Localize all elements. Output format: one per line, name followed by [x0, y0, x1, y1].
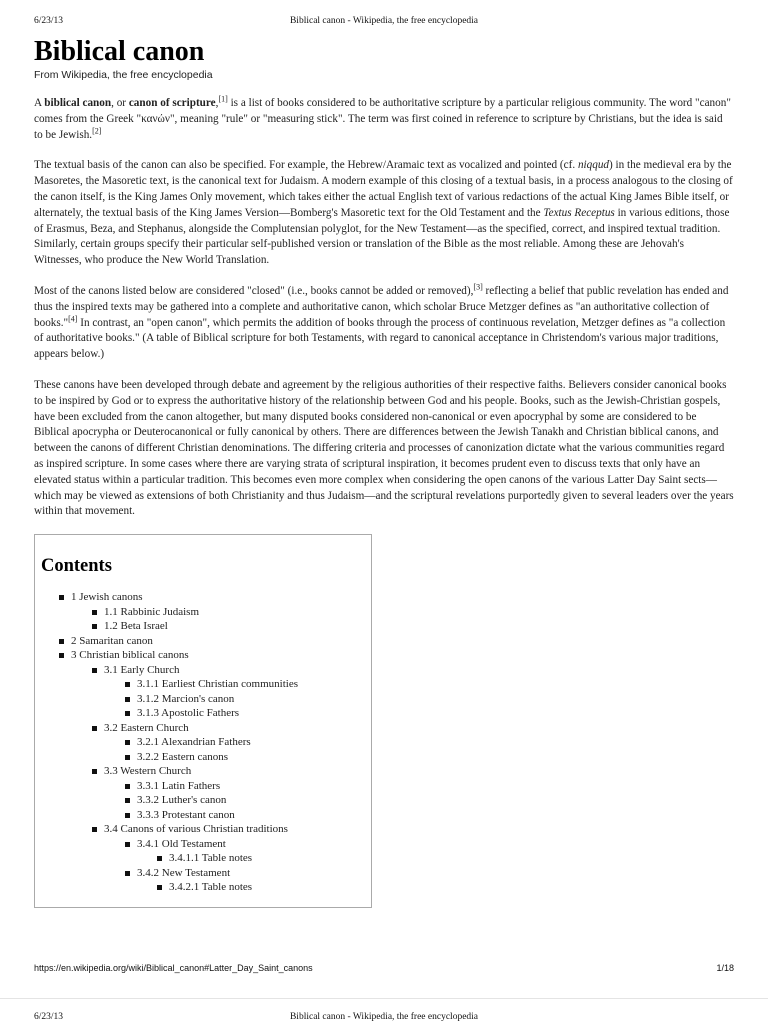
text-run: A — [34, 97, 45, 109]
toc-item-label: 3.2.1 Alexandrian Fathers — [137, 736, 251, 749]
italic-term-textus-receptus[interactable]: Textus Receptus — [543, 206, 615, 219]
square-bullet-icon — [125, 682, 130, 687]
square-bullet-icon — [157, 885, 162, 890]
italic-term-niqqud[interactable]: niqqud — [577, 159, 610, 172]
toc-item[interactable] — [41, 605, 365, 620]
toc-item-label: 3.4.1 Old Testament — [137, 837, 226, 850]
text-run: , — [215, 97, 219, 109]
square-bullet-icon — [92, 610, 97, 615]
square-bullet-icon — [125, 697, 130, 702]
toc-item[interactable] — [41, 880, 365, 895]
square-bullet-icon — [59, 639, 64, 644]
toc-item-label: 3.2 Eastern Church — [104, 721, 189, 734]
square-bullet-icon — [125, 755, 130, 760]
reference-link-4[interactable]: [4] — [68, 313, 78, 323]
print-date: 6/23/13 — [34, 1012, 64, 1022]
toc-item-label: 3.4 Canons of various Christian traditions — [104, 823, 288, 836]
toc-item[interactable] — [41, 721, 365, 736]
square-bullet-icon — [92, 726, 97, 731]
toc-item[interactable] — [41, 663, 365, 678]
toc-item[interactable] — [41, 750, 365, 765]
print-url: https://en.wikipedia.org/wiki/Biblical_canon#Latter_Day_Saint_canons — [34, 963, 313, 973]
toc-item[interactable] — [41, 779, 365, 794]
print-date: 6/23/13 — [34, 16, 64, 26]
toc-item-label: 3.3.3 Protestant canon — [137, 808, 235, 821]
text-run: reflecting a belief that public revelation has ended and thus the inspired texts may be gathered into a complete and authoritative canon, which scholar Bruce Metzger defines as "an authoritative collection of books." — [34, 284, 729, 329]
reference-link-2[interactable]: [2] — [92, 125, 102, 135]
square-bullet-icon — [125, 740, 130, 745]
paragraph-intro — [34, 96, 734, 143]
site-subtitle: From Wikipedia, the free encyclopedia — [34, 69, 213, 81]
square-bullet-icon — [125, 711, 130, 716]
toc-item[interactable] — [41, 735, 365, 750]
toc-item-label: 1.2 Beta Israel — [104, 620, 168, 633]
page-number: 1/18 — [716, 963, 734, 973]
toc-item[interactable] — [41, 808, 365, 823]
paragraph-closed-canons — [34, 284, 734, 363]
square-bullet-icon — [125, 784, 130, 789]
toc-item[interactable] — [41, 692, 365, 707]
page-break-divider — [0, 998, 768, 999]
square-bullet-icon — [157, 856, 162, 861]
toc-item-label: 3.1.3 Apostolic Fathers — [137, 707, 240, 720]
square-bullet-icon — [125, 798, 130, 803]
toc-item-label: 3 Christian biblical canons — [71, 649, 189, 662]
square-bullet-icon — [125, 871, 130, 876]
toc-item[interactable] — [41, 648, 365, 663]
toc-item[interactable] — [41, 590, 365, 605]
toc-item[interactable] — [41, 706, 365, 721]
square-bullet-icon — [59, 595, 64, 600]
toc-item-label: 3.4.1.1 Table notes — [169, 852, 253, 865]
reference-link-3[interactable]: [3] — [473, 282, 483, 292]
toc-item[interactable] — [41, 619, 365, 634]
toc-item-label: 3.3.2 Luther's canon — [137, 794, 227, 807]
square-bullet-icon — [125, 813, 130, 818]
toc-item-label: 3.2.2 Eastern canons — [137, 750, 229, 763]
article-content — [34, 36, 734, 908]
square-bullet-icon — [92, 769, 97, 774]
toc-item-label: 3.3 Western Church — [104, 765, 192, 778]
toc-item-label: 1.1 Rabbinic Judaism — [104, 605, 200, 618]
square-bullet-icon — [92, 624, 97, 629]
toc-item[interactable] — [41, 634, 365, 649]
toc-list — [41, 590, 365, 895]
toc-item-label: 3.3.1 Latin Fathers — [137, 779, 221, 792]
toc-item[interactable] — [41, 822, 365, 837]
toc-item-label: 2 Samaritan canon — [71, 634, 153, 647]
bold-term-biblical-canon[interactable]: biblical canon — [44, 97, 112, 109]
text-run: in various editions, those of Erasmus, Beza, and Stephanus, alongside the Complutensian polyglot, for the New Testament—as the specified, correct, and inspired textual tradition. Similarly, certain groups specify their particular self-published version or translation of the Bible as the most reliable. Among these are Jehovah's Witnesses, who produce the New World Translation. — [34, 206, 730, 267]
table-of-contents — [34, 534, 372, 908]
toc-item-label: 3.1.1 Earliest Christian communities — [137, 678, 299, 691]
toc-item[interactable] — [41, 837, 365, 852]
bold-term-canon-of-scripture: canon of scripture — [128, 97, 216, 109]
paragraph-textual-basis — [34, 158, 734, 269]
square-bullet-icon — [92, 668, 97, 673]
text-run: The textual basis of the canon can also be specified. For example, the Hebrew/Aramaic text as vocalized and pointed (cf. — [34, 159, 578, 172]
page-title: Biblical canon — [34, 36, 205, 67]
square-bullet-icon — [92, 827, 97, 832]
toc-item-label: 3.4.2 New Testament — [137, 866, 231, 879]
text-run: ) in the medieval era by the Masoretes, the Masoretic text, is the canonical text for Judaism. A modern example of this closing of a textual basis, in a process analogous to the closing of the canon itself, is the King James Only movement, which takes either the actual English text of various redactions of the actual King James Bible itself, or alternately, the textual basis of the King James Version—Bomberg's Masoretic text for the Old Testament and the — [34, 159, 733, 219]
print-page-title: Biblical canon - Wikipedia, the free encyclopedia — [289, 16, 479, 26]
text-run: In contrast, an "open canon", which permits the addition of books through the process of continuous revelation, Metzger defines as "a collection of authoritative books." (A table of Biblical scripture for both Testaments, with regard to canonical acceptance in Christendom's various major traditions, appears below.) — [34, 316, 726, 361]
print-page-title: Biblical canon - Wikipedia, the free encyclopedia — [289, 1012, 479, 1022]
toc-heading: Contents — [41, 556, 112, 577]
toc-item[interactable] — [41, 677, 365, 692]
text-run: Most of the canons listed below are considered "closed" (i.e., books cannot be added or removed), — [34, 284, 474, 297]
toc-item[interactable] — [41, 866, 365, 881]
paragraph-canon-development: These canons have been developed through debate and agreement by the religious authorities of their respective faiths. Believers consider canonical books to be inspired by God or to express the authoritative history of the relationship between God and his people. Books, such as the Jewish-Christian gospels, have been excluded from the canon altogether, but many disputed books considered non-canonical or even apocryphal by some are considered to be Biblical apocrypha or Deuterocanonical or fully canonical by others. There are differences between the Jewish Tanakh and Christian biblical canons, and between the canons of different Christian denominations. The differing criteria and processes of canonization dictate what the various communities regard as inspired scripture. In some cases where there are varying strata of scriptural inspiration, it becomes prudent even to discuss texts that only have an elevated status within a particular tradition. This becomes even more complex when considering the open canons of the various Latter Day Saint sects—which may be viewed as extensions of both Christianity and thus Judaism—and the scriptural revelations purportedly given to several leaders over the years within that movement. — [34, 378, 734, 518]
toc-item[interactable] — [41, 793, 365, 808]
toc-item-label: 3.4.2.1 Table notes — [169, 881, 253, 894]
toc-item-label: 3.1 Early Church — [104, 663, 180, 676]
toc-item-label: 3.1.2 Marcion's canon — [137, 692, 235, 705]
toc-item-label: 1 Jewish canons — [71, 591, 143, 604]
reference-link-1[interactable]: [1] — [218, 94, 228, 104]
square-bullet-icon — [59, 653, 64, 658]
square-bullet-icon — [125, 842, 130, 847]
text-run: is a list of books considered to be authoritative scripture by a particular religious community. The word "canon" comes from the Greek "κανών", meaning "rule" or "measuring stick". The term was first coined in reference to scripture by Christians, but the idea is said to be Jewish. — [34, 97, 731, 141]
toc-item[interactable] — [41, 764, 365, 779]
text-run: , or — [111, 97, 129, 109]
toc-item[interactable] — [41, 851, 365, 866]
